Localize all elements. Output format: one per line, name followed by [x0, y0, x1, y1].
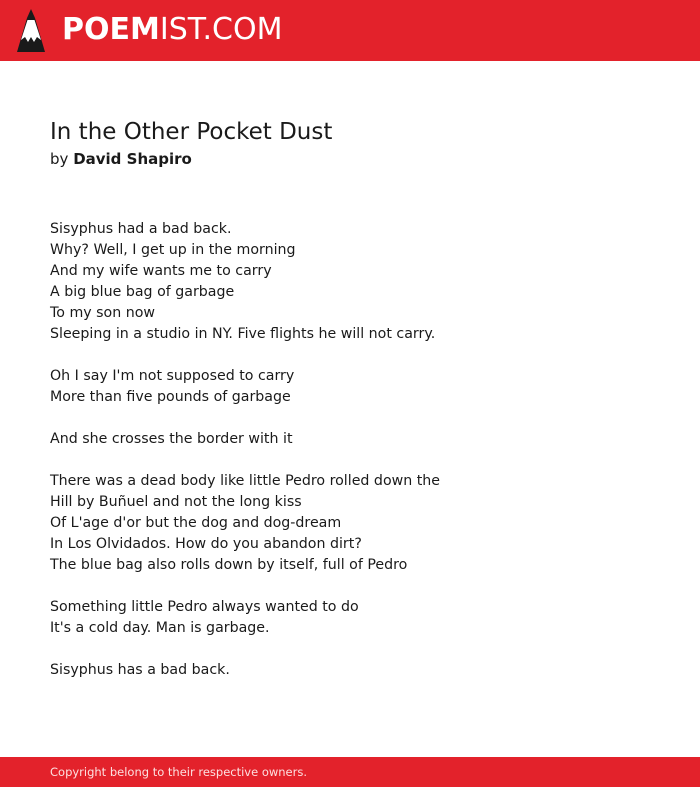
poem-line: It's a cold day. Man is garbage.	[50, 620, 270, 636]
poem-title: In the Other Pocket Dust	[50, 119, 333, 145]
poem-line: In Los Olvidados. How do you abandon dirt?	[50, 536, 362, 552]
poem-line: Oh I say I'm not supposed to carry	[50, 368, 295, 384]
copyright-text: Copyright belong to their respective owners.	[50, 765, 308, 779]
poem-line: To my son now	[50, 305, 156, 321]
poem-stanza	[50, 429, 670, 450]
poem-line: A big blue bag of garbage	[50, 284, 235, 300]
poem-line: Sleeping in a studio in NY. Five flights he will not carry.	[50, 326, 436, 342]
poem-line: The blue bag also rolls down by itself, full of Pedro	[50, 557, 408, 573]
pencil-icon[interactable]	[17, 9, 45, 52]
poem-stanza	[50, 366, 670, 408]
poem-line: And my wife wants me to carry	[50, 263, 272, 279]
poem-line: Of L'age d'or but the dog and dog-dream	[50, 515, 342, 531]
site-logo[interactable]	[62, 11, 282, 49]
poem-body	[50, 219, 670, 681]
poem-byline	[50, 149, 192, 169]
logo-text-bold: POEM	[62, 12, 160, 47]
poem-stanza	[50, 471, 670, 576]
poem-author: David Shapiro	[73, 150, 192, 168]
poem-line: And she crosses the border with it	[50, 431, 293, 447]
logo-text-light: IST.COM	[159, 12, 283, 47]
poem-line: Sisyphus has a bad back.	[50, 662, 230, 678]
by-label: by	[50, 150, 69, 168]
poem-line: Something little Pedro always wanted to do	[50, 599, 359, 615]
site-header	[0, 0, 700, 61]
poem-line: More than five pounds of garbage	[50, 389, 291, 405]
poem-stanza	[50, 597, 670, 639]
poem-line: Why? Well, I get up in the morning	[50, 242, 296, 258]
poem-line: There was a dead body like little Pedro rolled down the	[50, 473, 441, 489]
poem-stanza	[50, 219, 670, 345]
poem-stanza	[50, 660, 670, 681]
site-footer	[0, 757, 700, 787]
poem-line: Hill by Buñuel and not the long kiss	[50, 494, 302, 510]
poem-line: Sisyphus had a bad back.	[50, 221, 232, 237]
